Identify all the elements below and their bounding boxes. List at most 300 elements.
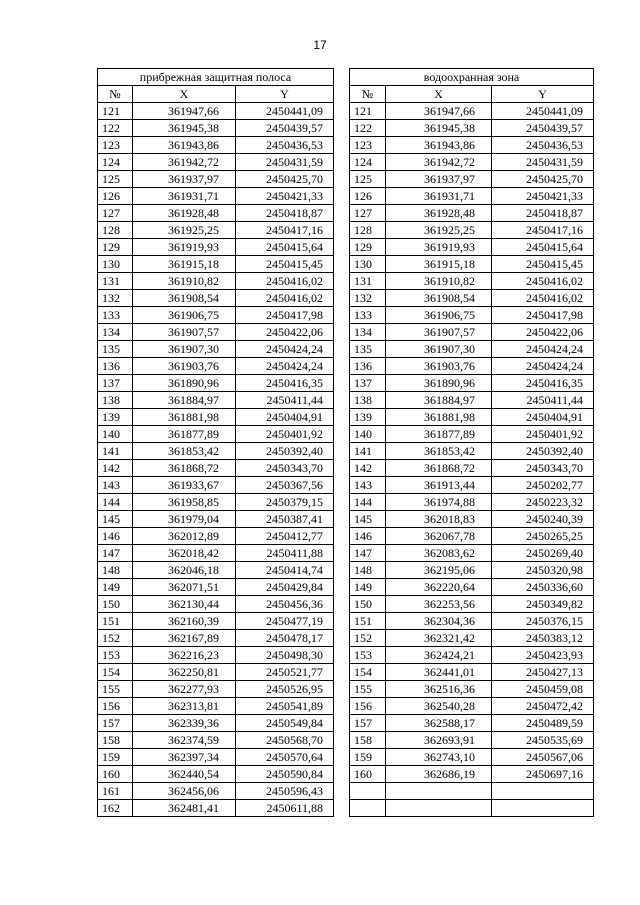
table-row [98, 664, 594, 681]
left-y-coordinate: 2450477,19 [236, 613, 334, 630]
left-point-number: 153 [98, 647, 133, 664]
right-x-coordinate: 361928,48 [386, 205, 492, 222]
left-point-number: 157 [98, 715, 133, 732]
table-row [98, 528, 594, 545]
table-row [98, 392, 594, 409]
right-x-coordinate: 361945,38 [386, 120, 492, 137]
left-point-number: 131 [98, 273, 133, 290]
right-y-coordinate: 2450436,53 [492, 137, 594, 154]
left-header-number: № [98, 86, 133, 103]
table-row [98, 256, 594, 273]
table-row [98, 154, 594, 171]
right-point-number: 141 [350, 443, 386, 460]
column-gap [334, 477, 350, 494]
left-point-number: 152 [98, 630, 133, 647]
right-y-coordinate: 2450472,42 [492, 698, 594, 715]
left-x-coordinate: 361928,48 [133, 205, 236, 222]
left-y-coordinate: 2450568,70 [236, 732, 334, 749]
left-x-coordinate: 362046,18 [133, 562, 236, 579]
right-x-coordinate: 362018,83 [386, 511, 492, 528]
right-x-coordinate: 361937,97 [386, 171, 492, 188]
left-y-coordinate: 2450431,59 [236, 154, 334, 171]
table-row [98, 273, 594, 290]
table-row [98, 494, 594, 511]
right-point-number: 123 [350, 137, 386, 154]
left-y-coordinate: 2450441,09 [236, 103, 334, 120]
left-point-number: 127 [98, 205, 133, 222]
column-gap [334, 494, 350, 511]
left-point-number: 126 [98, 188, 133, 205]
left-x-coordinate: 361868,72 [133, 460, 236, 477]
left-x-coordinate: 362440,54 [133, 766, 236, 783]
left-y-coordinate: 2450411,88 [236, 545, 334, 562]
left-x-coordinate: 362167,89 [133, 630, 236, 647]
right-point-number: 148 [350, 562, 386, 579]
table-row [98, 426, 594, 443]
left-x-coordinate: 362160,39 [133, 613, 236, 630]
right-x-coordinate: 361881,98 [386, 409, 492, 426]
left-y-coordinate: 2450526,95 [236, 681, 334, 698]
right-y-coordinate: 2450415,45 [492, 256, 594, 273]
left-x-coordinate: 362374,59 [133, 732, 236, 749]
table-row [98, 239, 594, 256]
right-y-coordinate: 2450411,44 [492, 392, 594, 409]
right-y-coordinate: 2450567,06 [492, 749, 594, 766]
right-y-coordinate: 2450320,98 [492, 562, 594, 579]
column-gap [334, 545, 350, 562]
right-x-coordinate: 361877,89 [386, 426, 492, 443]
left-point-number: 124 [98, 154, 133, 171]
left-point-number: 123 [98, 137, 133, 154]
left-y-coordinate: 2450415,64 [236, 239, 334, 256]
left-y-coordinate: 2450429,84 [236, 579, 334, 596]
left-point-number: 145 [98, 511, 133, 528]
right-point-number [350, 783, 386, 800]
left-point-number: 130 [98, 256, 133, 273]
right-point-number: 146 [350, 528, 386, 545]
right-y-coordinate: 2450424,24 [492, 358, 594, 375]
left-point-number: 140 [98, 426, 133, 443]
right-y-coordinate: 2450416,02 [492, 290, 594, 307]
right-x-coordinate: 362083,62 [386, 545, 492, 562]
right-x-coordinate: 361915,18 [386, 256, 492, 273]
column-gap [334, 273, 350, 290]
right-x-coordinate [386, 800, 492, 817]
left-point-number: 121 [98, 103, 133, 120]
left-y-coordinate: 2450416,02 [236, 290, 334, 307]
left-point-number: 133 [98, 307, 133, 324]
column-gap [334, 120, 350, 137]
table-row [98, 732, 594, 749]
left-point-number: 158 [98, 732, 133, 749]
left-point-number: 155 [98, 681, 133, 698]
left-x-coordinate: 362071,51 [133, 579, 236, 596]
right-header-y: Y [492, 86, 594, 103]
left-y-coordinate: 2450415,45 [236, 256, 334, 273]
right-point-number: 128 [350, 222, 386, 239]
left-y-coordinate: 2450541,89 [236, 698, 334, 715]
table-row [98, 188, 594, 205]
column-gap [334, 69, 350, 86]
left-point-number: 143 [98, 477, 133, 494]
left-x-coordinate: 361945,38 [133, 120, 236, 137]
left-x-coordinate: 361958,85 [133, 494, 236, 511]
coordinates-table-body [98, 103, 594, 817]
right-y-coordinate: 2450265,25 [492, 528, 594, 545]
table-row [98, 324, 594, 341]
table-row [98, 409, 594, 426]
left-y-coordinate: 2450387,41 [236, 511, 334, 528]
right-point-number: 121 [350, 103, 386, 120]
right-x-coordinate: 361884,97 [386, 392, 492, 409]
column-gap [334, 562, 350, 579]
right-x-coordinate: 361910,82 [386, 273, 492, 290]
left-point-number: 144 [98, 494, 133, 511]
left-x-coordinate: 361925,25 [133, 222, 236, 239]
right-x-coordinate: 362743,10 [386, 749, 492, 766]
right-y-coordinate: 2450489,59 [492, 715, 594, 732]
table-row [98, 205, 594, 222]
left-x-coordinate: 361903,76 [133, 358, 236, 375]
left-y-coordinate: 2450379,15 [236, 494, 334, 511]
right-point-number: 152 [350, 630, 386, 647]
left-x-coordinate: 361931,71 [133, 188, 236, 205]
right-section-title: водоохранная зона [350, 69, 594, 86]
right-x-coordinate: 362220,64 [386, 579, 492, 596]
table-row [98, 596, 594, 613]
right-y-coordinate: 2450423,93 [492, 647, 594, 664]
left-x-coordinate: 362216,23 [133, 647, 236, 664]
left-x-coordinate: 361943,86 [133, 137, 236, 154]
column-gap [334, 188, 350, 205]
right-point-number: 126 [350, 188, 386, 205]
column-gap [334, 443, 350, 460]
right-y-coordinate: 2450202,77 [492, 477, 594, 494]
left-x-coordinate: 361915,18 [133, 256, 236, 273]
right-y-coordinate: 2450421,33 [492, 188, 594, 205]
right-point-number: 160 [350, 766, 386, 783]
right-x-coordinate [386, 783, 492, 800]
left-y-coordinate: 2450521,77 [236, 664, 334, 681]
right-y-coordinate: 2450343,70 [492, 460, 594, 477]
right-x-coordinate: 362195,06 [386, 562, 492, 579]
right-point-number: 140 [350, 426, 386, 443]
right-y-coordinate [492, 800, 594, 817]
left-point-number: 122 [98, 120, 133, 137]
left-point-number: 161 [98, 783, 133, 800]
left-y-coordinate: 2450498,30 [236, 647, 334, 664]
page-number: 17 [313, 38, 327, 52]
column-gap [334, 358, 350, 375]
left-point-number: 125 [98, 171, 133, 188]
right-x-coordinate: 361931,71 [386, 188, 492, 205]
left-x-coordinate: 361907,57 [133, 324, 236, 341]
table-row [98, 783, 594, 800]
right-y-coordinate: 2450418,87 [492, 205, 594, 222]
left-x-coordinate: 361890,96 [133, 375, 236, 392]
left-x-coordinate: 362018,42 [133, 545, 236, 562]
left-y-coordinate: 2450416,02 [236, 273, 334, 290]
table-row [98, 443, 594, 460]
right-x-coordinate: 362686,19 [386, 766, 492, 783]
right-y-coordinate: 2450417,98 [492, 307, 594, 324]
left-x-coordinate: 361908,54 [133, 290, 236, 307]
left-y-coordinate: 2450422,06 [236, 324, 334, 341]
table-row [98, 715, 594, 732]
left-y-coordinate: 2450439,57 [236, 120, 334, 137]
table-row [98, 460, 594, 477]
table-row [98, 698, 594, 715]
left-y-coordinate: 2450590,84 [236, 766, 334, 783]
right-point-number: 149 [350, 579, 386, 596]
right-y-coordinate: 2450415,64 [492, 239, 594, 256]
table-row [98, 562, 594, 579]
right-x-coordinate: 361853,42 [386, 443, 492, 460]
right-point-number: 134 [350, 324, 386, 341]
right-x-coordinate: 361906,75 [386, 307, 492, 324]
column-gap [334, 324, 350, 341]
section-title-row [98, 69, 594, 86]
right-point-number: 135 [350, 341, 386, 358]
right-point-number: 132 [350, 290, 386, 307]
right-y-coordinate: 2450383,12 [492, 630, 594, 647]
column-gap [334, 732, 350, 749]
left-x-coordinate: 361884,97 [133, 392, 236, 409]
right-point-number: 142 [350, 460, 386, 477]
left-x-coordinate: 361933,67 [133, 477, 236, 494]
table-row [98, 103, 594, 120]
left-point-number: 137 [98, 375, 133, 392]
left-y-coordinate: 2450424,24 [236, 341, 334, 358]
column-gap [334, 137, 350, 154]
right-x-coordinate: 361913,44 [386, 477, 492, 494]
left-x-coordinate: 361906,75 [133, 307, 236, 324]
right-y-coordinate: 2450349,82 [492, 596, 594, 613]
left-y-coordinate: 2450414,74 [236, 562, 334, 579]
right-y-coordinate: 2450439,57 [492, 120, 594, 137]
left-x-coordinate: 362313,81 [133, 698, 236, 715]
right-x-coordinate: 361908,54 [386, 290, 492, 307]
left-point-number: 146 [98, 528, 133, 545]
right-x-coordinate: 361868,72 [386, 460, 492, 477]
right-point-number: 156 [350, 698, 386, 715]
right-point-number: 150 [350, 596, 386, 613]
left-point-number: 142 [98, 460, 133, 477]
left-y-coordinate: 2450424,24 [236, 358, 334, 375]
table-row [98, 630, 594, 647]
right-header-number: № [350, 86, 386, 103]
left-point-number: 141 [98, 443, 133, 460]
right-x-coordinate: 362516,36 [386, 681, 492, 698]
left-point-number: 151 [98, 613, 133, 630]
left-x-coordinate: 362277,93 [133, 681, 236, 698]
right-y-coordinate: 2450416,02 [492, 273, 594, 290]
table-row [98, 613, 594, 630]
table-row [98, 120, 594, 137]
column-gap [334, 647, 350, 664]
left-x-coordinate: 361937,97 [133, 171, 236, 188]
right-y-coordinate: 2450223,32 [492, 494, 594, 511]
right-point-number: 137 [350, 375, 386, 392]
right-x-coordinate: 361919,93 [386, 239, 492, 256]
right-point-number: 130 [350, 256, 386, 273]
left-y-coordinate: 2450456,36 [236, 596, 334, 613]
right-x-coordinate: 362321,42 [386, 630, 492, 647]
left-point-number: 139 [98, 409, 133, 426]
right-x-coordinate: 362424,21 [386, 647, 492, 664]
right-point-number: 127 [350, 205, 386, 222]
left-y-coordinate: 2450343,70 [236, 460, 334, 477]
table-row [98, 681, 594, 698]
right-point-number: 136 [350, 358, 386, 375]
table-row [98, 511, 594, 528]
coordinates-table [97, 68, 594, 817]
right-point-number: 147 [350, 545, 386, 562]
left-point-number: 147 [98, 545, 133, 562]
right-point-number: 159 [350, 749, 386, 766]
table-row [98, 766, 594, 783]
left-y-coordinate: 2450611,88 [236, 800, 334, 817]
table-row [98, 579, 594, 596]
column-gap [334, 205, 350, 222]
left-point-number: 136 [98, 358, 133, 375]
table-row [98, 800, 594, 817]
right-point-number: 139 [350, 409, 386, 426]
right-point-number: 143 [350, 477, 386, 494]
left-y-coordinate: 2450404,91 [236, 409, 334, 426]
left-x-coordinate: 361942,72 [133, 154, 236, 171]
left-point-number: 162 [98, 800, 133, 817]
left-y-coordinate: 2450418,87 [236, 205, 334, 222]
right-x-coordinate: 361942,72 [386, 154, 492, 171]
right-x-coordinate: 361943,86 [386, 137, 492, 154]
column-gap [334, 103, 350, 120]
left-y-coordinate: 2450367,56 [236, 477, 334, 494]
left-header-x: X [133, 86, 236, 103]
right-y-coordinate: 2450417,16 [492, 222, 594, 239]
left-x-coordinate: 362481,41 [133, 800, 236, 817]
left-point-number: 148 [98, 562, 133, 579]
table-row [98, 749, 594, 766]
left-y-coordinate: 2450412,77 [236, 528, 334, 545]
left-point-number: 159 [98, 749, 133, 766]
left-x-coordinate: 361881,98 [133, 409, 236, 426]
column-gap [334, 426, 350, 443]
left-x-coordinate: 362397,34 [133, 749, 236, 766]
right-y-coordinate: 2450269,40 [492, 545, 594, 562]
left-y-coordinate: 2450417,98 [236, 307, 334, 324]
right-x-coordinate: 361947,66 [386, 103, 492, 120]
column-gap [334, 698, 350, 715]
table-row [98, 358, 594, 375]
column-gap [334, 715, 350, 732]
right-x-coordinate: 362540,28 [386, 698, 492, 715]
right-point-number: 124 [350, 154, 386, 171]
column-gap [334, 664, 350, 681]
left-y-coordinate: 2450417,16 [236, 222, 334, 239]
column-gap [334, 596, 350, 613]
right-point-number: 145 [350, 511, 386, 528]
right-point-number: 133 [350, 307, 386, 324]
column-gap [334, 460, 350, 477]
column-gap [334, 375, 350, 392]
left-point-number: 138 [98, 392, 133, 409]
right-point-number: 151 [350, 613, 386, 630]
column-gap [334, 307, 350, 324]
left-point-number: 128 [98, 222, 133, 239]
column-gap [334, 528, 350, 545]
left-point-number: 160 [98, 766, 133, 783]
column-header-row [98, 86, 594, 103]
right-y-coordinate: 2450425,70 [492, 171, 594, 188]
table-row [98, 307, 594, 324]
left-point-number: 132 [98, 290, 133, 307]
column-gap [334, 681, 350, 698]
table-row [98, 375, 594, 392]
column-gap [334, 86, 350, 103]
right-y-coordinate: 2450697,16 [492, 766, 594, 783]
right-point-number: 122 [350, 120, 386, 137]
right-point-number: 131 [350, 273, 386, 290]
left-x-coordinate: 362339,36 [133, 715, 236, 732]
table-row [98, 341, 594, 358]
left-point-number: 150 [98, 596, 133, 613]
right-y-coordinate: 2450404,91 [492, 409, 594, 426]
right-y-coordinate: 2450422,06 [492, 324, 594, 341]
column-gap [334, 579, 350, 596]
right-point-number: 155 [350, 681, 386, 698]
left-x-coordinate: 362012,89 [133, 528, 236, 545]
right-y-coordinate: 2450431,59 [492, 154, 594, 171]
left-point-number: 135 [98, 341, 133, 358]
left-y-coordinate: 2450392,40 [236, 443, 334, 460]
right-x-coordinate: 361903,76 [386, 358, 492, 375]
left-point-number: 154 [98, 664, 133, 681]
left-x-coordinate: 361853,42 [133, 443, 236, 460]
column-gap [334, 239, 350, 256]
column-gap [334, 511, 350, 528]
left-point-number: 149 [98, 579, 133, 596]
table-row [98, 647, 594, 664]
right-x-coordinate: 361925,25 [386, 222, 492, 239]
right-y-coordinate: 2450459,08 [492, 681, 594, 698]
right-x-coordinate: 361890,96 [386, 375, 492, 392]
right-point-number: 157 [350, 715, 386, 732]
right-point-number [350, 800, 386, 817]
left-point-number: 134 [98, 324, 133, 341]
column-gap [334, 392, 350, 409]
left-header-y: Y [236, 86, 334, 103]
right-x-coordinate: 362693,91 [386, 732, 492, 749]
left-x-coordinate: 361947,66 [133, 103, 236, 120]
column-gap [334, 766, 350, 783]
right-y-coordinate: 2450401,92 [492, 426, 594, 443]
right-y-coordinate: 2450535,69 [492, 732, 594, 749]
left-y-coordinate: 2450411,44 [236, 392, 334, 409]
column-gap [334, 171, 350, 188]
column-gap [334, 800, 350, 817]
left-y-coordinate: 2450549,84 [236, 715, 334, 732]
left-y-coordinate: 2450596,43 [236, 783, 334, 800]
right-x-coordinate: 361907,30 [386, 341, 492, 358]
left-y-coordinate: 2450436,53 [236, 137, 334, 154]
column-gap [334, 783, 350, 800]
column-gap [334, 256, 350, 273]
column-gap [334, 409, 350, 426]
left-y-coordinate: 2450401,92 [236, 426, 334, 443]
right-x-coordinate: 361907,57 [386, 324, 492, 341]
left-y-coordinate: 2450416,35 [236, 375, 334, 392]
